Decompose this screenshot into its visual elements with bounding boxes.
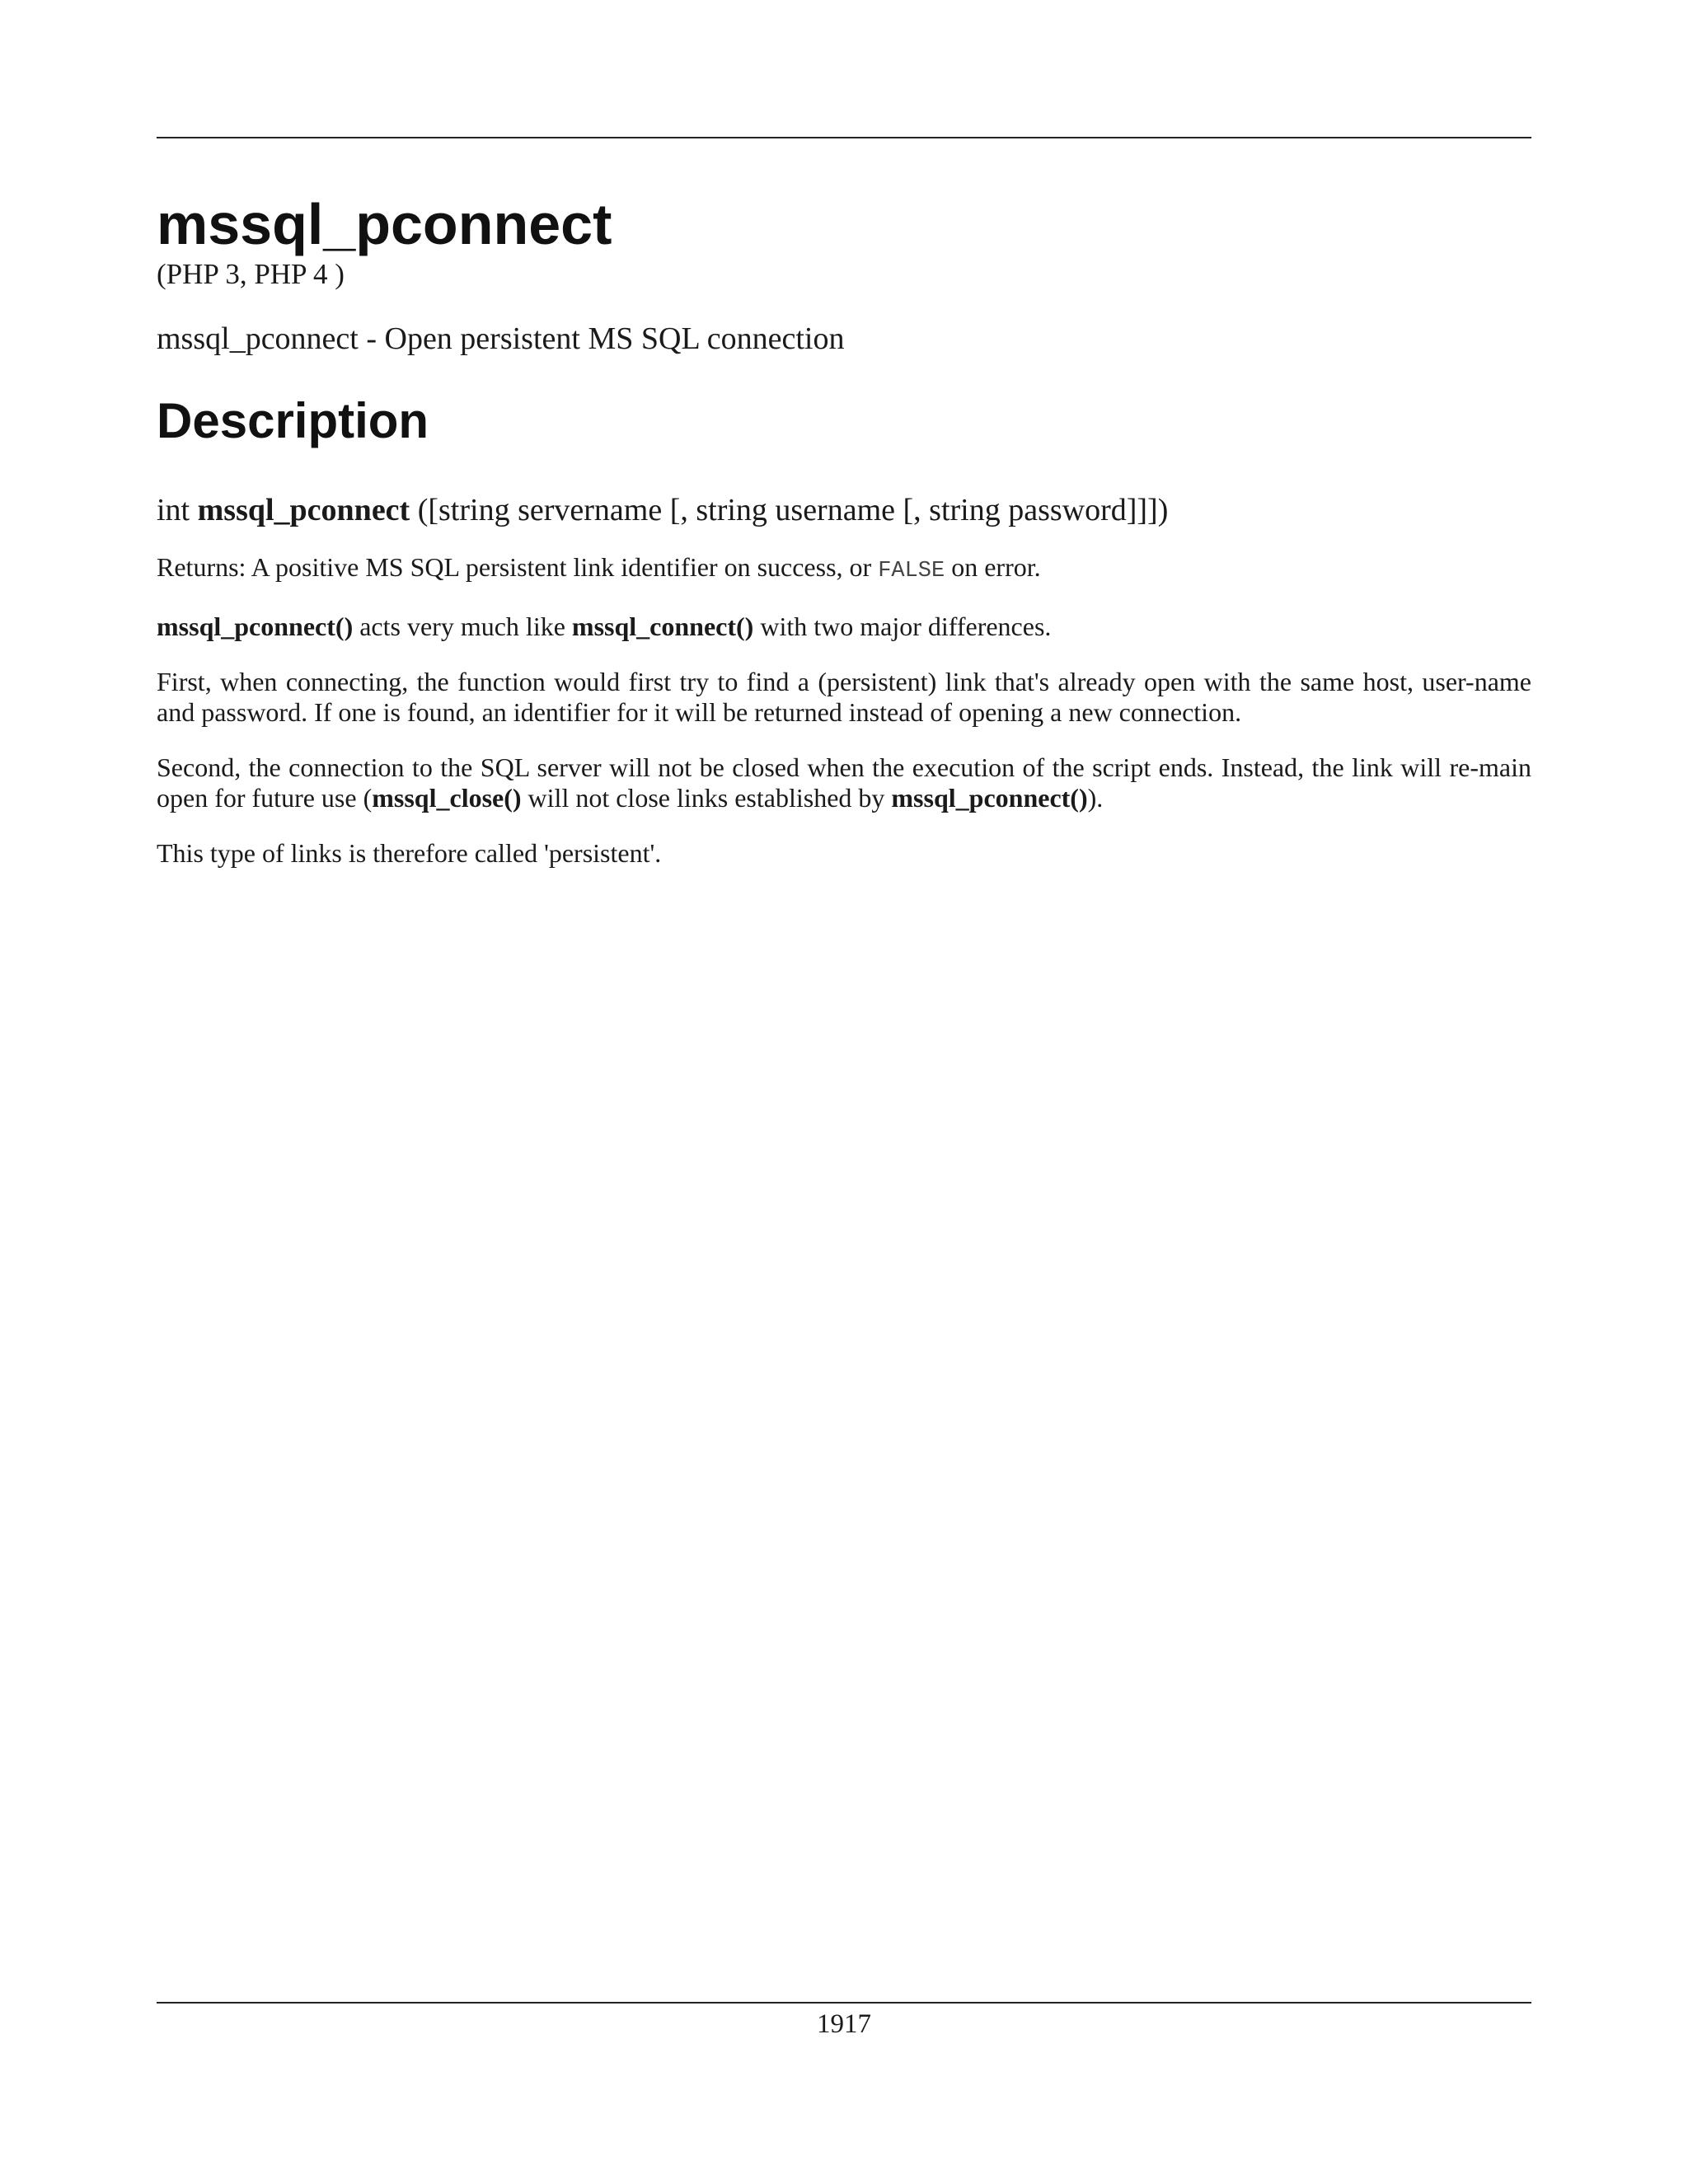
second-difference-text-3: ).	[1087, 783, 1104, 813]
php-versions: (PHP 3, PHP 4 )	[157, 258, 345, 290]
function-ref-mssql-close: mssql_close()	[372, 783, 522, 813]
second-difference-text-1: Second, the connection to the SQL server will not be closed when the execution of the script ends. Instead, the link will re-main open for future use (	[157, 752, 1531, 813]
returns-paragraph	[157, 552, 1531, 587]
function-synopsis	[157, 491, 1531, 529]
description-heading: Description	[157, 393, 429, 448]
function-ref-mssql-pconnect: mssql_pconnect()	[157, 612, 354, 641]
comparison-text-1: acts very much like	[353, 612, 572, 641]
page-number: 1917	[817, 2009, 871, 2039]
synopsis-return-type: int	[157, 493, 198, 527]
returns-text-after: on error.	[945, 552, 1041, 582]
comparison-text-2: with two major differences.	[753, 612, 1052, 641]
function-ref-mssql-pconnect-2: mssql_pconnect()	[891, 783, 1088, 813]
page-title: mssql_pconnect	[157, 192, 612, 256]
ref-purpose: mssql_pconnect - Open persistent MS SQL connection	[157, 321, 845, 356]
second-difference-text-2: will not close links established by	[521, 783, 892, 813]
second-difference-paragraph	[157, 752, 1531, 813]
footer-rule	[157, 2002, 1531, 2004]
first-difference-paragraph: First, when connecting, the function would first try to find a (persistent) link that's already open with the same host, user-name and password. If one is found, an identifier for it will be returned instead of opening a new connection.	[157, 667, 1531, 727]
header-rule	[157, 137, 1531, 138]
synopsis-function-name: mssql_pconnect	[197, 493, 410, 527]
synopsis-params: ([string servername [, string username [, string password]]])	[410, 493, 1169, 527]
returns-text-before: Returns: A positive MS SQL persistent link identifier on success, or	[157, 552, 879, 582]
persistent-note-paragraph: This type of links is therefore called 'persistent'.	[157, 838, 662, 868]
function-ref-mssql-connect: mssql_connect()	[571, 612, 754, 641]
false-literal: FALSE	[878, 559, 945, 583]
page-content	[157, 186, 1531, 869]
comparison-paragraph	[157, 612, 1531, 642]
